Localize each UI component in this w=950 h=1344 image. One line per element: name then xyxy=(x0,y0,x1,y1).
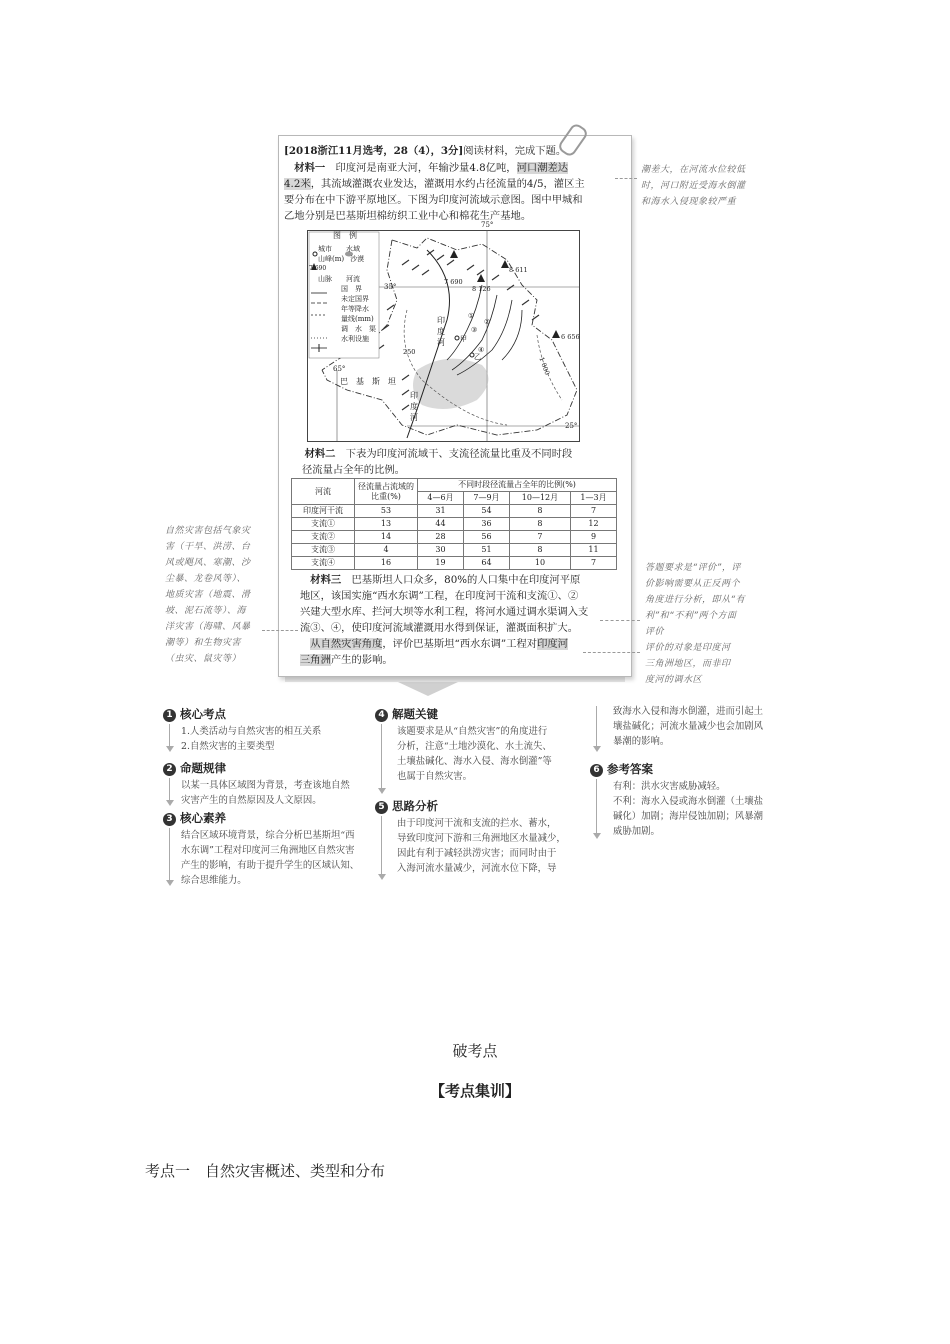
river-char: 度 xyxy=(410,402,418,411)
legend-canal: 调 水 渠 xyxy=(341,325,376,333)
section-analysis-cont xyxy=(613,704,793,749)
note-line: 角度进行分析，即从“有 xyxy=(645,595,746,605)
arrow-down-icon xyxy=(166,800,174,806)
section-number: 4 xyxy=(375,709,388,722)
note-connector-1 xyxy=(615,178,637,179)
m2-text: 下表为印度河流域干、支流径流量比重及不同时段 xyxy=(345,448,573,460)
note-target xyxy=(645,640,770,688)
card-pointer xyxy=(398,682,458,696)
note-line: 利”和“不利”两个方面 xyxy=(645,611,737,621)
map-legend xyxy=(309,231,381,344)
note-line: 三角洲地区，而非印 xyxy=(645,659,731,669)
section-line: 也属于自然灾害。 xyxy=(397,771,473,782)
section-line: 产生的影响，有助于提升学生的区域认知、 xyxy=(181,860,360,871)
cell: 8 xyxy=(509,505,570,518)
cell: 印度河干流 xyxy=(292,505,355,518)
cell: 54 xyxy=(463,505,509,518)
section-line: 2.自然灾害的主要类型 xyxy=(181,741,275,752)
lat-25: 25° xyxy=(565,422,578,430)
section-line: 1.人类活动与自然灾害的相互关系 xyxy=(181,726,322,737)
section-title: 参考答案 xyxy=(607,762,653,776)
river-char: 度 xyxy=(437,327,445,336)
arrow-down-icon xyxy=(166,880,174,886)
arrow-down-icon xyxy=(593,746,601,752)
section-line: 该题要求是从“自然灾害”的角度进行 xyxy=(397,726,548,737)
note-line: （虫灾、鼠灾等） xyxy=(165,654,242,664)
legend-city: 城市 xyxy=(318,245,332,253)
section-title: 核心考点 xyxy=(180,707,226,721)
section-answer xyxy=(590,761,790,839)
table-row xyxy=(292,505,617,518)
topic-heading: 考点一 自然灾害概述、类型和分布 xyxy=(145,1162,386,1180)
map-country-label: 巴 基 斯 坦 xyxy=(340,377,396,386)
cell: 36 xyxy=(463,518,509,531)
cell: 14 xyxy=(355,531,418,544)
section-line: 壤盐碱化；河流水量减少也会加剧风 xyxy=(613,721,764,732)
river-char: 印 xyxy=(437,316,445,325)
cell: 支流④ xyxy=(292,557,355,570)
note-line: 潮等）和生物灾害 xyxy=(165,638,242,648)
lon-75: 75° xyxy=(481,221,494,229)
section-rule xyxy=(169,828,170,880)
trib-3: ③ xyxy=(471,326,478,334)
section-line: 土壤盐碱化、海水入侵、海水倒灌”等 xyxy=(397,756,552,767)
material-3 xyxy=(300,572,630,668)
note-connector-3 xyxy=(600,620,640,621)
card-source: [2018浙江11月选考，28（4），3分] xyxy=(284,145,464,157)
question-highlight-3: 三角洲 xyxy=(300,654,331,666)
question-end: 产生的影响。 xyxy=(330,654,393,666)
section-rule xyxy=(381,724,382,788)
note-line: 地质灾害（地震、滑 xyxy=(165,590,251,600)
legend-title: 图 例 xyxy=(333,231,357,240)
peak-7690: 7 690 xyxy=(444,278,463,286)
question-highlight-2: 印度河 xyxy=(537,638,568,650)
note-line: 度河的调水区 xyxy=(645,675,703,685)
note-line: 价影响需要从正反两个 xyxy=(645,579,741,589)
cell: 12 xyxy=(570,518,616,531)
city-jia: 甲 xyxy=(460,335,467,343)
legend-water: 水域 xyxy=(346,245,360,253)
trib-1: ① xyxy=(468,312,475,320)
trib-2: ② xyxy=(484,318,491,326)
section-line: 分析，注意“土地沙漠化、水土流失、 xyxy=(397,741,552,752)
m1-text-4: 乙地分别是巴基斯坦棉纺织工业中心和棉花生产基地。 xyxy=(284,210,532,222)
section-line: 不利：海水入侵或海水倒灌（土壤盐 xyxy=(613,796,764,807)
cell: 支流② xyxy=(292,531,355,544)
isohyet-250: 250 xyxy=(403,348,416,356)
note-line: 评价的对象是印度河 xyxy=(645,643,731,653)
cell: 30 xyxy=(418,544,464,557)
legend-facility: 水利设施 xyxy=(341,335,369,343)
cell: 4 xyxy=(355,544,418,557)
legend-river: 河流 xyxy=(346,275,360,283)
note-line: 评价 xyxy=(645,627,665,637)
m1-highlight: 河口潮差达 xyxy=(516,162,569,174)
m2-text-2: 径流量占全年的比例。 xyxy=(302,464,405,476)
th-period-2: 7—9月 xyxy=(463,492,509,505)
isohyet-1000: 1 000 xyxy=(537,355,552,377)
legend-border: 国 界 xyxy=(341,285,362,293)
question-text: ，评价巴基斯坦“西水东调”工程对 xyxy=(382,638,538,650)
material-1 xyxy=(284,160,629,224)
cell: 7 xyxy=(570,557,616,570)
cell: 7 xyxy=(570,505,616,518)
section-line: 结合区域环境背景，综合分析巴基斯坦“西 xyxy=(181,830,355,841)
note-line: 时，河口附近受海水倒灌 xyxy=(641,181,746,191)
note-line: 答题要求是“评价”，评 xyxy=(645,563,741,573)
section-line: 有利：洪水灾害威胁减轻。 xyxy=(613,781,726,792)
peak-8611: 8 611 xyxy=(509,266,528,274)
cell: 53 xyxy=(355,505,418,518)
th-period-1: 4—6月 xyxy=(418,492,464,505)
cell: 支流① xyxy=(292,518,355,531)
section-title: 解题关键 xyxy=(392,707,438,721)
section-core-points xyxy=(163,706,373,754)
m1-text-2: ，其流域灌溉农业发达，灌溉用水约占径流量的4/5，灌区主 xyxy=(310,178,585,190)
cell: 8 xyxy=(509,518,570,531)
river-char: 河 xyxy=(437,338,445,347)
section-analysis xyxy=(375,798,590,876)
note-disaster-types xyxy=(165,523,275,667)
table-row xyxy=(292,544,617,557)
m1-highlight-2: 4.2米 xyxy=(284,178,311,190)
cell: 8 xyxy=(509,544,570,557)
trib-4: ④ xyxy=(478,346,485,354)
cell: 19 xyxy=(418,557,464,570)
cell: 7 xyxy=(509,531,570,544)
section-line: 碱化）加剧；海岸侵蚀加剧；风暴潮 xyxy=(613,811,764,822)
lon-65: 65° xyxy=(333,365,346,373)
cell: 10 xyxy=(509,557,570,570)
note-line: 潮差大，在河流水位较低 xyxy=(641,165,746,175)
note-connector-4 xyxy=(583,652,640,653)
section-line: 水东调”工程对印度河三角洲地区自然灾害 xyxy=(181,845,355,856)
legend-isohyet: 年等降水 xyxy=(341,305,369,313)
section-line: 综合思维能力。 xyxy=(181,875,247,886)
legend-range: 山脉 xyxy=(318,275,332,283)
cell: 56 xyxy=(463,531,509,544)
card-header xyxy=(284,143,629,159)
section-number: 6 xyxy=(590,764,603,777)
section-rule xyxy=(381,816,382,874)
th-ratio: 径流量占流域的比重(%) xyxy=(355,479,418,505)
section-number: 1 xyxy=(163,709,176,722)
m3-text: 巴基斯坦人口众多，80%的人口集中在印度河平原 xyxy=(351,574,581,586)
legend-undetermined: 未定国界 xyxy=(341,295,369,303)
cell: 64 xyxy=(463,557,509,570)
section-line: 致海水入侵和海水倒灌，进而引起土 xyxy=(613,706,764,717)
legend-peak-value: 7 690 xyxy=(309,265,327,272)
legend-desert: 沙漠 xyxy=(350,255,365,263)
section-line: 威胁加剧。 xyxy=(613,826,660,837)
cell: 16 xyxy=(355,557,418,570)
material-2 xyxy=(284,446,629,478)
map-river-label xyxy=(437,315,447,348)
m1-label: 材料一 xyxy=(294,162,326,174)
section-rule xyxy=(169,778,170,800)
m1-text-3: 要分布在中下游平原地区。下图为印度河流域示意图。图中甲城和 xyxy=(284,194,583,206)
note-line: 自然灾害包括气象灾 xyxy=(165,526,251,536)
note-line: 尘暴、龙卷风等）、 xyxy=(165,574,247,584)
cell: 51 xyxy=(463,544,509,557)
m3-label: 材料三 xyxy=(310,574,342,586)
section-literacy xyxy=(163,810,373,888)
m3-text-2: 地区，该国实施“西水东调”工程，在印度河干流和支流①、② xyxy=(300,590,579,602)
section-number: 2 xyxy=(163,763,176,776)
section-rule xyxy=(596,779,597,833)
section-number: 3 xyxy=(163,813,176,826)
cell: 44 xyxy=(418,518,464,531)
section-number: 5 xyxy=(375,801,388,814)
section-line: 导致印度河下游和三角洲地区水量减少， xyxy=(397,833,566,844)
section-title: 核心素养 xyxy=(180,811,226,825)
th-period: 不同时段径流量占全年的比例(%) xyxy=(418,479,617,492)
runoff-table xyxy=(291,478,617,570)
note-tidal-range xyxy=(641,162,771,210)
card-instruction: 阅读材料，完成下题。 xyxy=(463,145,567,157)
m1-text: 印度河是南亚大河，年输沙量4.8亿吨， xyxy=(335,162,517,174)
city-yi: 乙 xyxy=(474,353,481,361)
section-line: 由于印度河干流和支流的拦水、蓄水， xyxy=(397,818,557,829)
note-line: 洋灾害（海啸、风暴 xyxy=(165,622,251,632)
section-line: 入海河流水量减少，河流水位下降，导 xyxy=(397,863,557,874)
legend-peak: 山峰(m) xyxy=(318,255,345,263)
section-line: 暴潮的影响。 xyxy=(613,736,670,747)
section-rule xyxy=(169,724,170,746)
table-row xyxy=(292,557,617,570)
cell: 11 xyxy=(570,544,616,557)
legend-isohyet-unit: 量线(mm) xyxy=(341,315,374,323)
m2-label: 材料二 xyxy=(304,448,336,460)
section-line: 灾害产生的自然原因及人文原因。 xyxy=(181,795,322,806)
question-highlight-1: 从自然灾害角度 xyxy=(310,638,383,650)
note-line: 坡、泥石流等）、海 xyxy=(165,606,247,616)
cell: 支流③ xyxy=(292,544,355,557)
section-subtitle: 【考点集训】 xyxy=(429,1082,520,1100)
section-title: 命题规律 xyxy=(180,761,226,775)
table-row xyxy=(292,531,617,544)
section-line: 因此有利于减轻洪涝灾害；而同时由于 xyxy=(397,848,557,859)
section-rule xyxy=(596,706,597,746)
section-title-break: 破考点 xyxy=(452,1042,498,1060)
arrow-down-icon xyxy=(378,874,386,880)
note-line: 和海水入侵现象较严重 xyxy=(641,197,737,207)
peak-8126: 8 126 xyxy=(472,285,491,293)
note-line: 害（干旱、洪涝、台 xyxy=(165,542,251,552)
note-evaluate xyxy=(645,560,770,640)
table-row xyxy=(292,518,617,531)
th-river: 河流 xyxy=(292,479,355,505)
m3-text-4: 流③、④，使印度河流域灌溉用水得到保证，灌溉面积扩大。 xyxy=(300,622,579,634)
section-pattern xyxy=(163,760,373,808)
cell: 9 xyxy=(570,531,616,544)
m3-text-3: 兴建大型水库、拦河大坝等水利工程，将河水通过调水渠调入支 xyxy=(300,606,589,618)
th-period-4: 1—3月 xyxy=(570,492,616,505)
arrow-down-icon xyxy=(593,833,601,839)
arrow-down-icon xyxy=(378,788,386,794)
river-char: 印 xyxy=(410,391,418,400)
river-char: 河 xyxy=(410,413,418,422)
section-title: 思路分析 xyxy=(392,799,438,813)
lat-35: 35° xyxy=(384,283,397,291)
peak-6656: 6 656 xyxy=(561,333,580,341)
th-period-3: 10—12月 xyxy=(509,492,570,505)
arrow-down-icon xyxy=(166,746,174,752)
section-key xyxy=(375,706,590,784)
cell: 31 xyxy=(418,505,464,518)
note-line: 风或飓风、寒潮、沙 xyxy=(165,558,251,568)
map-river-label-2 xyxy=(410,390,420,423)
cell: 13 xyxy=(355,518,418,531)
cell: 28 xyxy=(418,531,464,544)
section-line: 以某一具体区域图为背景，考查该地自然 xyxy=(181,780,350,791)
